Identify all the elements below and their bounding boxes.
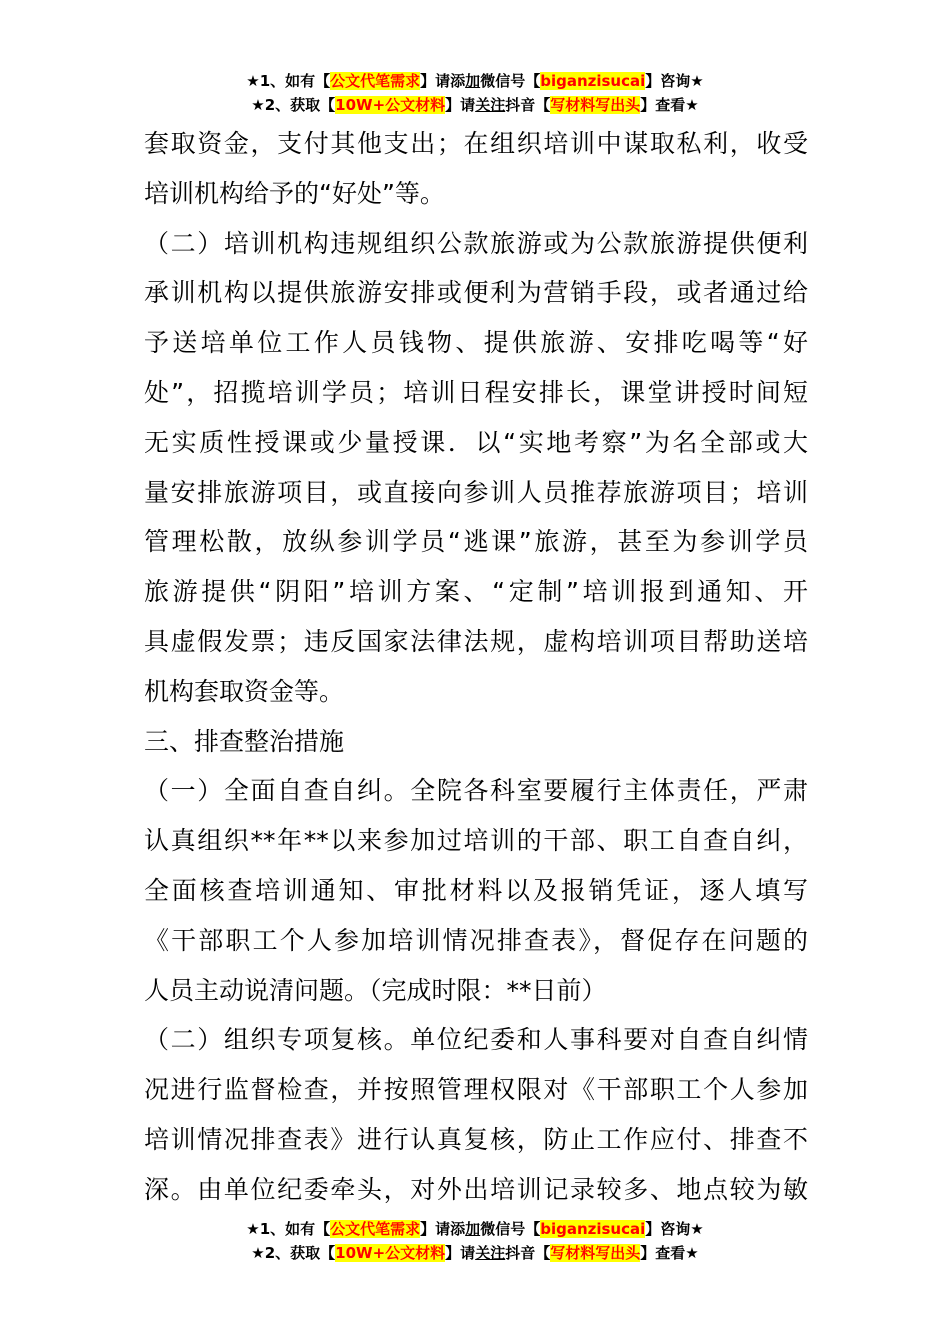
banner-text: 抖音【: [505, 96, 551, 114]
body-line: 量安排旅游项目，或直接向参训人员推荐旅游项目；培训: [144, 477, 808, 507]
body-line: 予送培单位工作人员钱物、提供旅游、安排吃喝等“好: [144, 328, 808, 358]
body-line: 无实质性授课或少量授课．以“实地考察”为名全部或大: [144, 427, 808, 457]
banner-emphasis: 加: [465, 1220, 481, 1238]
body-line: 处”，招揽培训学员；培训日程安排长，课堂讲授时间短: [144, 377, 808, 407]
body-line: 旅游提供“阴阳”培训方案、“定制”培训报到通知、开: [144, 577, 808, 607]
highlight-materials: 10W+公文材料: [335, 1244, 446, 1262]
footer-banner: [0, 1217, 950, 1265]
highlight-douyin-account: 写材料写出头: [550, 1244, 641, 1262]
body-line: 深。由单位纪委牵头，对外出培训记录较多、地点较为敏: [144, 1174, 808, 1204]
banner-row-2: [0, 93, 950, 117]
body-line: 培训情况排查表》进行认真复核，防止工作应付、排查不: [144, 1124, 808, 1154]
body-line: 况进行监督检查，并按照管理权限对《干部职工个人参加: [144, 1075, 808, 1105]
highlight-wechat-id: biganzisucai: [540, 72, 646, 90]
header-banner: [0, 69, 950, 117]
star-icon: ★: [246, 1220, 260, 1238]
body-line: （二）组织专项复核。单位纪委和人事科要对自查自纠情: [144, 1025, 808, 1055]
banner-text: 】咨询: [645, 1220, 691, 1238]
section-heading: （二）培训机构违规组织公款旅游或为公款旅游提供便利: [144, 228, 808, 258]
banner-text: 】请: [445, 1244, 476, 1262]
banner-text: 】查看: [640, 96, 686, 114]
banner-text: 1、如有【: [259, 72, 331, 90]
document-body: [144, 119, 808, 1215]
highlight-materials: 10W+公文材料: [335, 96, 446, 114]
highlight-wechat-id: biganzisucai: [540, 1220, 646, 1238]
body-line: 机构套取资金等。: [144, 676, 345, 706]
section-heading: 三、排查整治措施: [144, 726, 345, 756]
star-icon: ★: [685, 1244, 699, 1262]
body-line: 培训机构给予的“好处”等。: [144, 178, 445, 208]
banner-text: 抖音【: [505, 1244, 551, 1262]
star-icon: ★: [685, 96, 699, 114]
body-line: 管理松散，放纵参训学员“逃课”旅游，甚至为参训学员: [144, 527, 808, 557]
banner-emphasis: 加: [465, 72, 481, 90]
star-icon: ★: [251, 1244, 265, 1262]
banner-text: 1、如有【: [259, 1220, 331, 1238]
star-icon: ★: [690, 1220, 704, 1238]
banner-text: 】咨询: [645, 72, 691, 90]
highlight-douyin-account: 写材料写出头: [550, 96, 641, 114]
body-line: （一）全面自查自纠。全院各科室要履行主体责任，严肃: [144, 776, 808, 806]
banner-text: 2、获取【: [264, 1244, 336, 1262]
highlight-service: 公文代笔需求: [330, 1220, 421, 1238]
banner-text: 】请添: [420, 1220, 466, 1238]
highlight-service: 公文代笔需求: [330, 72, 421, 90]
body-line: 人员主动说清问题。（完成时限：**日前）: [144, 975, 607, 1005]
banner-emphasis: 关注: [475, 1244, 506, 1262]
banner-text: 】请: [445, 96, 476, 114]
star-icon: ★: [246, 72, 260, 90]
body-line: 《干部职工个人参加培训情况排查表》，督促存在问题的: [144, 925, 808, 955]
star-icon: ★: [690, 72, 704, 90]
banner-text: 2、获取【: [264, 96, 336, 114]
banner-emphasis: 关注: [475, 96, 506, 114]
banner-row-2: [0, 1241, 950, 1265]
banner-row-1: [0, 69, 950, 93]
body-line: 承训机构以提供旅游安排或便利为营销手段，或者通过给: [144, 278, 808, 308]
body-line: 套取资金，支付其他支出；在组织培训中谋取私利，收受: [144, 129, 808, 158]
banner-text: 】查看: [640, 1244, 686, 1262]
body-line: 具虚假发票；违反国家法律法规，虚构培训项目帮助送培: [144, 626, 808, 656]
body-line: 认真组织**年**以来参加过培训的干部、职工自查自纠，: [144, 826, 808, 856]
banner-row-1: [0, 1217, 950, 1241]
body-line: 全面核查培训通知、审批材料以及报销凭证，逐人填写: [144, 875, 808, 905]
star-icon: ★: [251, 96, 265, 114]
banner-text: 微信号【: [480, 1220, 541, 1238]
banner-text: 微信号【: [480, 72, 541, 90]
banner-text: 】请添: [420, 72, 466, 90]
